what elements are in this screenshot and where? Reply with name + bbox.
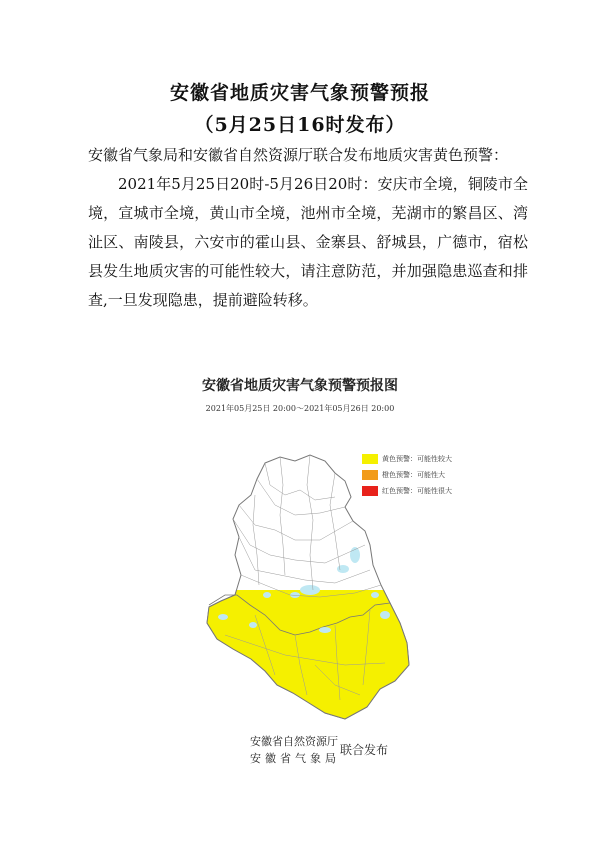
map-title: 安徽省地质灾害气象预警预报图 (202, 378, 398, 394)
legend-item (362, 467, 452, 483)
issuer-meteorological: 安徽省气象局 (250, 752, 340, 765)
legend-item (362, 483, 452, 499)
legend-label: 红色预警：可能性很大 (382, 487, 452, 495)
release-time-subtitle: （5月25日16时发布） (194, 114, 406, 136)
joint-release-label: 联合发布 (340, 743, 389, 757)
issuer-natural-resources: 安徽省自然资源厅 (250, 735, 338, 748)
issuer-block (250, 733, 340, 767)
legend-swatch-orange (362, 470, 378, 480)
intro-paragraph: 安徽省气象局和安徽省自然资源厅联合发布地质灾害黄色预警： (88, 146, 509, 164)
legend-swatch-yellow (362, 454, 378, 464)
legend-label: 橙色预警：可能性大 (382, 471, 445, 479)
legend-swatch-red (362, 486, 378, 496)
legend-label: 黄色预警：可能性较大 (382, 455, 452, 463)
map-legend (362, 451, 452, 499)
warning-body-paragraph: 2021年5月25日20时-5月26日20时：安庆市全境，铜陵市全境，宣城市全境，黄山市全境，池州市全境，芜湖市的繁昌区、湾沚区、南陵县，六安市的霍山县、金寨县、舒城县，广德市，宿松县发生地质灾害的可能性较大，请注意防范，并加强隐患巡查和排查,一旦发现隐患，提前避险转移。 (88, 175, 528, 309)
page-title: 安徽省地质灾害气象预警预报 (169, 82, 430, 104)
map-time-range: 2021年05月25日 20:00～2021年05月26日 20:00 (205, 404, 395, 413)
legend-item (362, 451, 452, 467)
